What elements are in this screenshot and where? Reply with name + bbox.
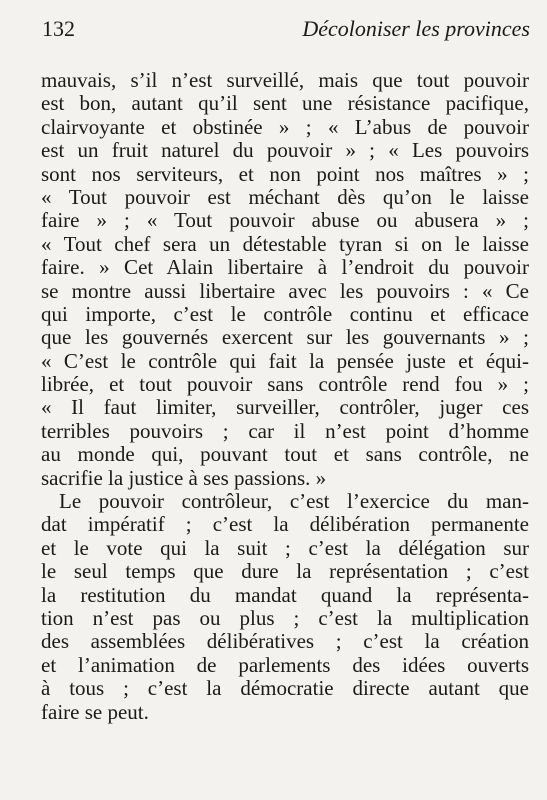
text-line: que les gouvernés exercent sur les gouvernants » ; (41, 325, 529, 350)
text-line: « Tout chef sera un détestable tyran si on le laisse (41, 231, 529, 256)
text-line: « Tout pouvoir est méchant dès qu’on le laisse (41, 184, 529, 209)
text-line: le seul temps que dure la représentation ; c’est (41, 559, 529, 584)
text-line: « C’est le contrôle qui fait la pensée juste et équi- (41, 348, 529, 373)
text-line: faire. » Cet Alain libertaire à l’endroit du pouvoir (41, 255, 529, 280)
text-line: et le vote qui la suit ; c’est la délégation sur (41, 535, 529, 560)
text-line: tion n’est pas ou plus ; c’est la multiplication (41, 605, 529, 630)
text-line: et l’animation de parlements des idées ouverts (41, 652, 529, 677)
paragraph-2 (41, 490, 529, 724)
body-text (41, 69, 529, 724)
text-line: des assemblées délibératives ; c’est la création (41, 629, 529, 654)
text-line: « Il faut limiter, surveiller, contrôler, juger ces (41, 395, 529, 420)
page-number: 132 (42, 16, 75, 41)
text-line: sacrifie la justice à ses passions. » (41, 465, 327, 490)
text-line: se montre aussi libertaire avec les pouvoirs : « Ce (41, 278, 529, 303)
text-line: terribles pouvoirs ; car il n’est point d’homme (41, 418, 529, 443)
page-header (42, 14, 530, 44)
text-line: à tous ; c’est la démocratie directe autant que (41, 676, 529, 701)
text-line: librée, et tout pouvoir sans contrôle rend fou » ; (41, 372, 529, 397)
text-line: qui importe, c’est le contrôle continu et efficace (41, 301, 529, 326)
text-line: est un fruit naturel du pouvoir » ; « Les pouvoirs (41, 138, 529, 163)
text-line: faire » ; « Tout pouvoir abuse ou abusera » ; (41, 208, 529, 233)
text-line: mauvais, s’il n’est surveillé, mais que tout pouvoir (41, 68, 529, 92)
text-line: clairvoyante et obstinée » ; « L’abus de pouvoir (41, 114, 529, 139)
text-line: au monde qui, pouvant tout et sans contrôle, ne (41, 442, 529, 467)
text-line: Le pouvoir contrôleur, c’est l’exercice du man- (59, 489, 529, 514)
paragraph-1 (41, 69, 529, 490)
text-line: la restitution du mandat quand la représenta- (41, 582, 529, 607)
text-line: est bon, autant qu’il sent une résistance pacifique, (41, 91, 529, 116)
running-title: Décoloniser les provinces (302, 16, 530, 41)
text-line: faire se peut. (41, 699, 149, 724)
text-line: dat impératif ; c’est la délibération permanente (41, 512, 529, 537)
text-line: sont nos serviteurs, et non point nos maîtres » ; (41, 161, 529, 186)
